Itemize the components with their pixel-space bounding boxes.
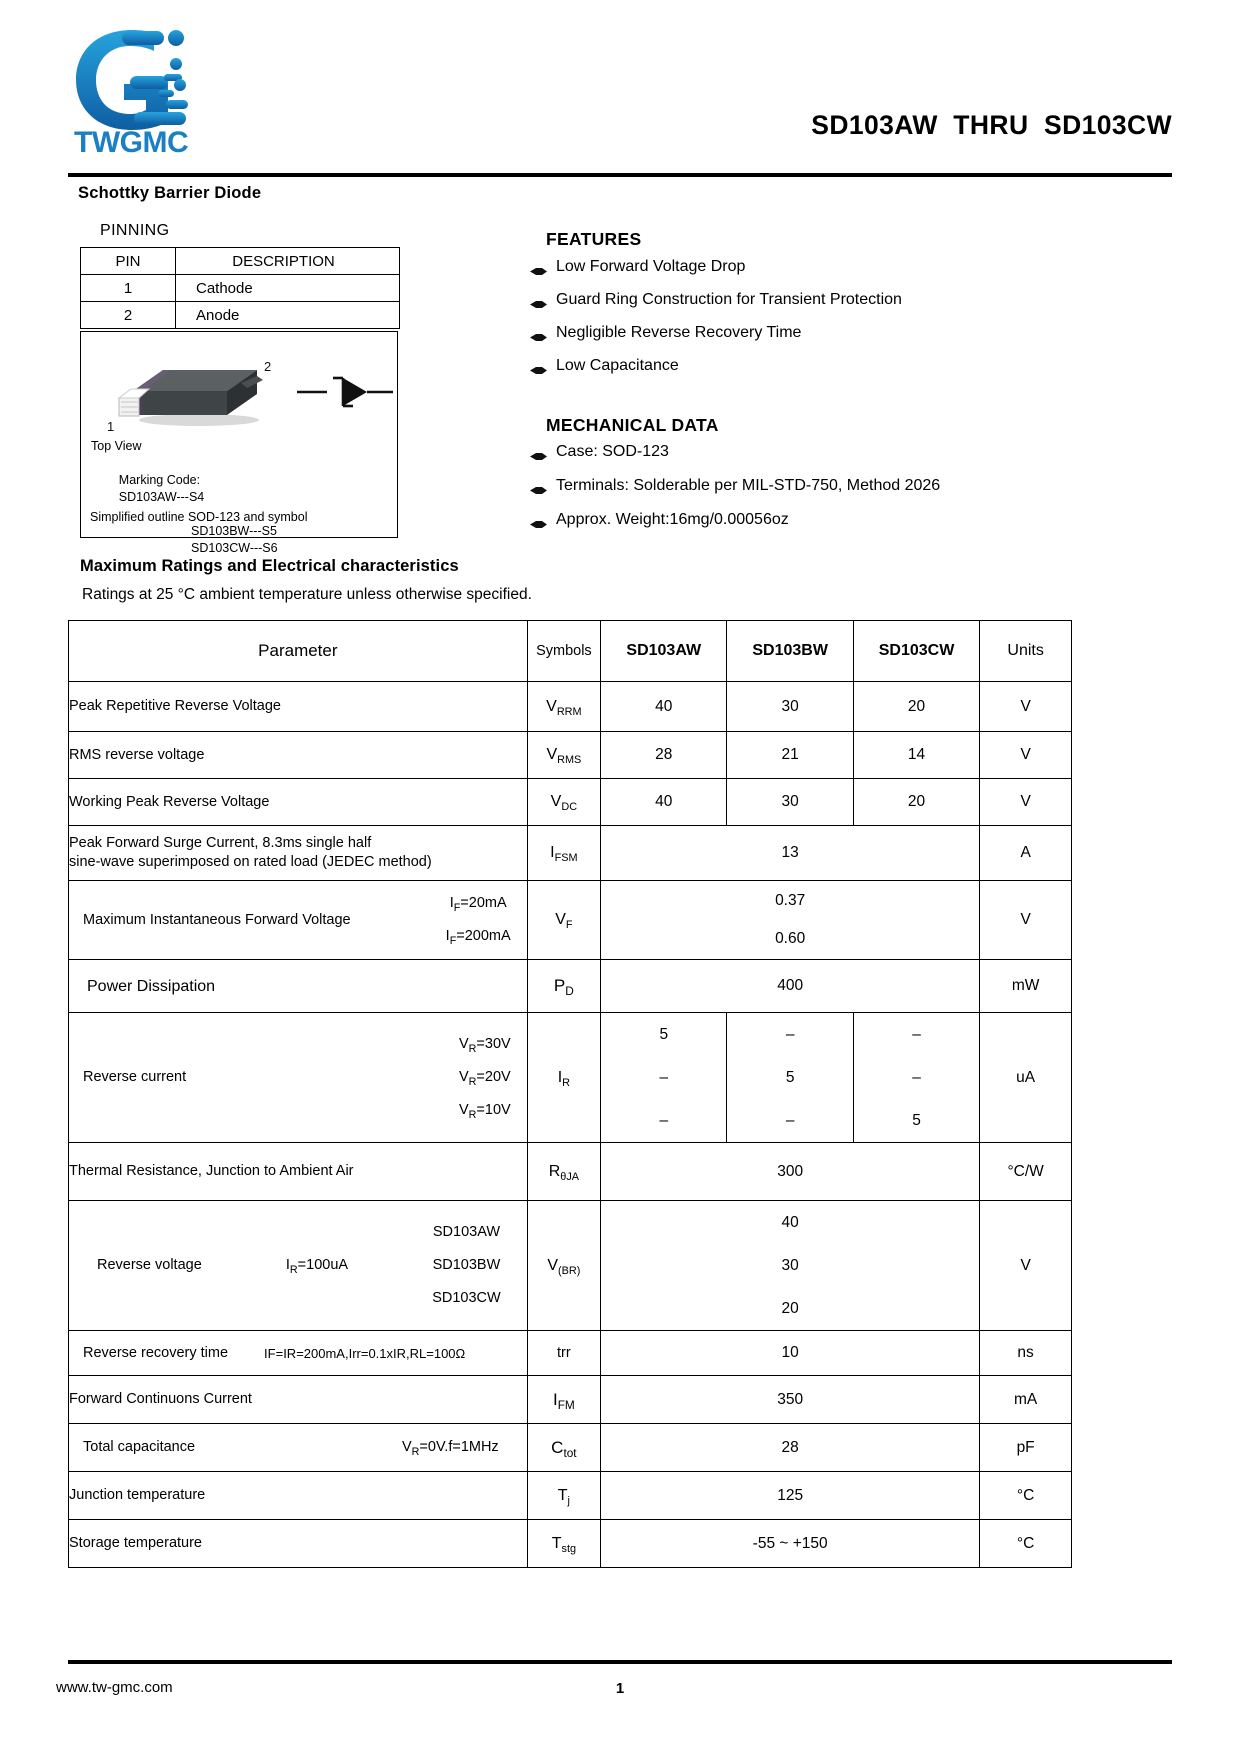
marking-code-line-3: SD103CW---S6	[191, 541, 278, 555]
diamond-bullet-icon	[530, 263, 547, 272]
value-sd103cw: 14	[853, 732, 979, 779]
merged-value: -55 ~ +150	[601, 1520, 980, 1568]
list-item	[530, 291, 902, 309]
parameter-name: Peak Repetitive Reverse Voltage	[69, 682, 528, 732]
col-symbols: Symbols	[527, 621, 600, 682]
device-1: SD103AW	[432, 1224, 501, 1240]
condition-list	[446, 887, 511, 953]
marking-code-line-2: SD103BW---S5	[191, 524, 277, 538]
merged-value: 28	[601, 1424, 980, 1472]
document-subtitle: Schottky Barrier Diode	[78, 184, 262, 202]
twgmc-logo	[68, 22, 248, 157]
symbol: $T_{stg}$	[527, 1520, 600, 1568]
diamond-bullet-icon	[530, 482, 547, 491]
symbol: $V_{RMS}$	[527, 732, 600, 779]
table-row	[69, 1013, 1072, 1143]
pinning-table	[80, 247, 400, 329]
parameter-name: Power Dissipation	[69, 960, 528, 1013]
table-row	[69, 826, 1072, 881]
parameter-line-1: Peak Forward Surge Current, 8.3ms single half	[69, 835, 372, 851]
parameter-name	[69, 1013, 528, 1143]
merged-value: 10	[601, 1331, 980, 1376]
pinning-col-pin: PIN	[81, 248, 176, 275]
diamond-bullet-icon	[530, 362, 547, 371]
unit: V	[980, 779, 1072, 826]
unit: mW	[980, 960, 1072, 1013]
parameter-label: Total capacitance	[83, 1439, 196, 1455]
table-row	[81, 302, 400, 329]
condition-2: $I_F=200mA$	[445, 928, 511, 947]
pin-description: Anode	[176, 302, 400, 329]
parameter-label: Maximum Instantaneous Forward Voltage	[83, 911, 351, 928]
list-item	[530, 258, 902, 276]
value-column-sd103bw	[727, 1013, 853, 1143]
symbol: $T_j$	[527, 1472, 600, 1520]
feature-text: Low Forward Voltage Drop	[556, 258, 746, 275]
diamond-bullet-icon	[530, 329, 547, 338]
mechanical-data-list	[530, 443, 940, 545]
matrix-cell: –	[912, 1069, 921, 1086]
table-row	[69, 1472, 1072, 1520]
table-row	[69, 960, 1072, 1013]
package-footer-note: Simplified outline SOD-123 and symbol	[90, 510, 308, 524]
symbol: $V_{(BR)}$	[527, 1201, 600, 1331]
matrix-cell: –	[659, 1069, 669, 1086]
mechanical-text: Approx. Weight:16mg/0.00056oz	[556, 511, 789, 528]
condition-2: $V_R=20V$	[458, 1069, 511, 1088]
unit: A	[980, 826, 1072, 881]
marking-code-label: Marking Code:	[118, 473, 201, 487]
package-outline-box	[80, 331, 398, 555]
table-row	[69, 1424, 1072, 1472]
table-row	[81, 275, 400, 302]
merged-value: 300	[601, 1143, 980, 1201]
unit: uA	[980, 1013, 1072, 1143]
value-sd103cw: 20	[853, 779, 979, 826]
parameter-name	[69, 1331, 528, 1376]
merged-value-2: 30	[781, 1257, 799, 1274]
list-item	[530, 443, 940, 461]
merged-value: 125	[601, 1472, 980, 1520]
table-row	[69, 1520, 1072, 1568]
symbol: $V_{RRM}$	[527, 682, 600, 732]
matrix-cell: –	[659, 1112, 669, 1129]
page-header	[68, 0, 1172, 155]
merged-value-1: 0.37	[775, 892, 806, 909]
footer-rule	[68, 1660, 1172, 1664]
merged-value-stack	[601, 881, 980, 960]
package-caption	[91, 438, 278, 557]
merged-value-2: 0.60	[775, 930, 806, 947]
diamond-bullet-icon	[530, 296, 547, 305]
unit: °C	[980, 1472, 1072, 1520]
symbol: $P_D$	[527, 960, 600, 1013]
condition-list	[459, 1028, 511, 1127]
value-sd103cw: 20	[853, 682, 979, 732]
merged-value: 400	[601, 960, 980, 1013]
footer-page-number: 1	[615, 1680, 625, 1697]
sod123-package-drawing	[81, 336, 399, 434]
value-sd103aw: 40	[601, 779, 727, 826]
matrix-cell: 5	[659, 1026, 669, 1043]
device-list	[432, 1216, 501, 1315]
unit: °C	[980, 1520, 1072, 1568]
list-item	[530, 477, 940, 495]
merged-value: 350	[601, 1376, 980, 1424]
table-row	[69, 732, 1072, 779]
table-row	[69, 779, 1072, 826]
parameter-label: Reverse voltage	[97, 1257, 202, 1273]
value-sd103bw: 30	[727, 779, 853, 826]
col-sd103bw: SD103BW	[727, 621, 853, 682]
symbol: $R_{\theta JA}$	[527, 1143, 600, 1201]
parameter-name: Thermal Resistance, Junction to Ambient Air	[69, 1143, 528, 1201]
merged-value-3: 20	[781, 1300, 799, 1317]
top-view-label: Top View	[91, 439, 142, 453]
ratings-header-row	[69, 621, 1072, 682]
pin-description: Cathode	[176, 275, 400, 302]
value-column-sd103cw	[853, 1013, 979, 1143]
unit: pF	[980, 1424, 1072, 1472]
col-sd103cw: SD103CW	[853, 621, 979, 682]
matrix-cell: –	[785, 1112, 795, 1129]
device-2: SD103BW	[432, 1257, 501, 1273]
ratings-section-title: Maximum Ratings and Electrical characteristics	[80, 557, 459, 575]
feature-text: Negligible Reverse Recovery Time	[556, 324, 802, 341]
pin-number: 1	[81, 275, 176, 302]
list-item	[530, 357, 902, 375]
condition-1: $V_R=30V$	[458, 1036, 511, 1055]
feature-text: Guard Ring Construction for Transient Protection	[556, 291, 902, 308]
matrix-cell: –	[912, 1026, 921, 1043]
unit: V	[980, 881, 1072, 960]
merged-value: 13	[601, 826, 980, 881]
table-row	[69, 682, 1072, 732]
parameter-line-2: sine-wave superimposed on rated load (JEDEC method)	[69, 854, 432, 870]
value-column-sd103aw	[601, 1013, 727, 1143]
marking-code-a: SD103AW---S4	[118, 490, 205, 504]
parameter-name	[69, 1424, 528, 1472]
page-title: SD103AW THRU SD103CW	[811, 110, 1172, 140]
unit: V	[980, 1201, 1072, 1331]
unit: ns	[980, 1331, 1072, 1376]
parameter-name: Working Peak Reverse Voltage	[69, 779, 528, 826]
list-item	[530, 324, 902, 342]
pinning-header-row	[81, 248, 400, 275]
matrix-cell: 5	[912, 1112, 921, 1129]
parameter-name: Junction temperature	[69, 1472, 528, 1520]
table-row	[69, 881, 1072, 960]
features-list	[530, 258, 902, 390]
unit: V	[980, 732, 1072, 779]
symbol: $I_R$	[527, 1013, 600, 1143]
matrix-cell: –	[785, 1026, 795, 1043]
symbol: trr	[527, 1331, 600, 1376]
ratings-section-note: Ratings at 25 °C ambient temperature unless otherwise specified.	[82, 586, 532, 603]
table-row	[69, 1201, 1072, 1331]
unit: °C/W	[980, 1143, 1072, 1201]
merged-value-1: 40	[781, 1214, 799, 1231]
table-row	[69, 1376, 1072, 1424]
table-row	[69, 1143, 1072, 1201]
parameter-name	[69, 1201, 528, 1331]
symbol: $I_{FSM}$	[527, 826, 600, 881]
feature-text: Low Capacitance	[556, 357, 679, 374]
value-sd103bw: 21	[727, 732, 853, 779]
features-heading: FEATURES	[546, 229, 642, 249]
pin-number: 2	[81, 302, 176, 329]
footer-website-url[interactable]: www.tw-gmc.com	[56, 1679, 173, 1696]
parameter-name: Storage temperature	[69, 1520, 528, 1568]
list-item	[530, 511, 940, 529]
device-3: SD103CW	[432, 1290, 501, 1306]
symbol: $C_{tot}$	[527, 1424, 600, 1472]
svg-text:2: 2	[264, 359, 272, 374]
col-sd103aw: SD103AW	[601, 621, 727, 682]
parameter-name: RMS reverse voltage	[69, 732, 528, 779]
parameter-label: Reverse current	[83, 1069, 187, 1085]
table-row	[69, 1331, 1072, 1376]
svg-text:1: 1	[107, 419, 115, 434]
ratings-table	[68, 620, 1072, 1568]
condition-right: $V_R=0V.f=1MHz$	[402, 1439, 499, 1458]
parameter-name	[69, 826, 528, 881]
mechanical-text: Case: SOD-123	[556, 443, 669, 460]
col-units: Units	[980, 621, 1072, 682]
col-parameter: Parameter	[69, 621, 528, 682]
mechanical-data-heading: MECHANICAL DATA	[546, 415, 719, 435]
condition-3: $V_R=10V$	[458, 1102, 511, 1121]
value-sd103aw: 40	[601, 682, 727, 732]
svg-text:TWGMC: TWGMC	[74, 126, 189, 157]
unit: mA	[980, 1376, 1072, 1424]
symbol: $I_{FM}$	[527, 1376, 600, 1424]
symbol: $V_F$	[527, 881, 600, 960]
unit: V	[980, 682, 1072, 732]
condition-inline: IF=IR=200mA,Irr=0.1xIR,RL=100Ω	[264, 1345, 466, 1361]
value-sd103aw: 28	[601, 732, 727, 779]
value-sd103bw: 30	[727, 682, 853, 732]
symbol: $V_{DC}$	[527, 779, 600, 826]
condition-ir: $I_R=100uA$	[285, 1257, 349, 1276]
header-rule	[68, 173, 1172, 177]
parameter-name: Forward Continuons Current	[69, 1376, 528, 1424]
matrix-cell: 5	[785, 1069, 795, 1086]
condition-1: $I_F=20mA$	[449, 895, 507, 914]
pinning-col-description: DESCRIPTION	[176, 248, 400, 275]
diamond-bullet-icon	[530, 516, 547, 525]
merged-value-stack	[601, 1201, 980, 1331]
parameter-label: Reverse recovery time	[83, 1344, 229, 1361]
pinning-label: PINNING	[100, 222, 170, 239]
diamond-bullet-icon	[530, 448, 547, 457]
mechanical-text: Terminals: Solderable per MIL-STD-750, Method 2026	[556, 477, 941, 494]
parameter-name	[69, 881, 528, 960]
